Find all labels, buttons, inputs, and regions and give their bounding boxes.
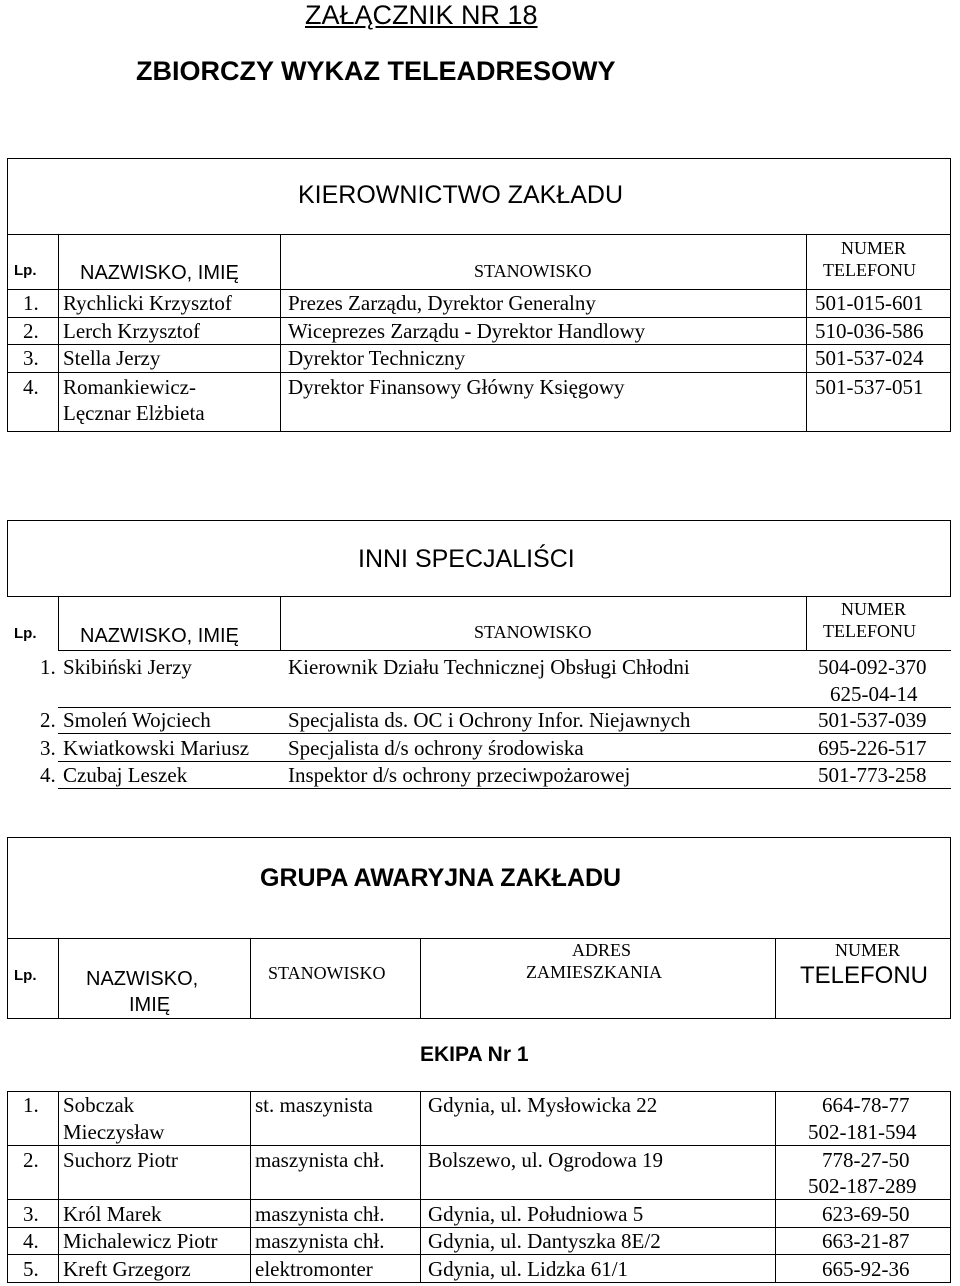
document-title: ZBIORCZY WYKAZ TELEADRESOWY <box>136 56 616 86</box>
row-position: Prezes Zarządu, Dyrektor Generalny <box>288 291 596 315</box>
row-number: 2. <box>40 708 56 732</box>
row-number: 1. <box>23 291 39 315</box>
row-name: Król Marek <box>63 1202 162 1226</box>
header-phone-line1: NUMER <box>841 238 907 258</box>
header-position: STANOWISKO <box>474 622 592 642</box>
row-position: Kierownik Działu Technicznej Obsługi Chłodni <box>288 655 690 679</box>
row-number: 3. <box>40 736 56 760</box>
section-title: GRUPA AWARYJNA ZAKŁADU <box>260 864 622 892</box>
row-phone: 695-226-517 <box>818 736 927 760</box>
row-position: maszynista chł. <box>255 1148 385 1172</box>
row-phone: 665-92-36 <box>822 1257 910 1281</box>
header-lp: Lp. <box>14 967 37 984</box>
section-title: INNI SPECJALIŚCI <box>358 545 575 573</box>
row-phone: 623-69-50 <box>822 1202 910 1226</box>
row-address: Gdynia, ul. Lidzka 61/1 <box>428 1257 629 1281</box>
team-label: EKIPA Nr 1 <box>420 1043 529 1066</box>
row-position: Specjalista ds. OC i Ochrony Infor. Niejawnych <box>288 708 691 732</box>
row-phone: 501-015-601 <box>815 291 924 315</box>
row-number: 3. <box>23 1202 39 1226</box>
header-phone-line1: NUMER <box>835 940 901 960</box>
row-number: 1. <box>40 655 56 679</box>
header-phone-line2: TELEFONU <box>800 962 929 989</box>
row-number: 4. <box>40 763 56 787</box>
row-phone: 504-092-370 <box>818 655 927 679</box>
row-position: Inspektor d/s ochrony przeciwpożarowej <box>288 763 631 787</box>
section-title: KIEROWNICTWO ZAKŁADU <box>298 181 624 209</box>
row-address: Gdynia, ul. Południowa 5 <box>428 1202 644 1226</box>
row-number: 1. <box>23 1093 39 1117</box>
header-address-line1: ADRES <box>572 940 632 960</box>
row-name: Lerch Krzysztof <box>63 319 201 343</box>
header-lp: Lp. <box>14 262 37 279</box>
header-position: STANOWISKO <box>268 963 386 983</box>
row-position: st. maszynista <box>255 1093 373 1117</box>
row-number: 2. <box>23 1148 39 1172</box>
row-name: Kreft Grzegorz <box>63 1257 191 1281</box>
row-position: maszynista chł. <box>255 1229 385 1253</box>
row-position: Dyrektor Finansowy Główny Księgowy <box>288 375 625 399</box>
row-name: Stella Jerzy <box>63 346 161 370</box>
row-phone: 663-21-87 <box>822 1229 910 1253</box>
header-phone-line2: TELEFONU <box>823 260 916 280</box>
header-address-line2: ZAMIESZKANIA <box>526 962 662 982</box>
header-phone-line2: TELEFONU <box>823 621 916 641</box>
row-position: maszynista chł. <box>255 1202 385 1226</box>
row-phone: 510-036-586 <box>815 319 924 343</box>
row-address: Gdynia, ul. Mysłowicka 22 <box>428 1093 658 1117</box>
row-name: Rychlicki Krzysztof <box>63 291 232 315</box>
row-name-line1: Romankiewicz- <box>63 375 196 399</box>
row-name: Smoleń Wojciech <box>63 708 211 732</box>
header-lp: Lp. <box>14 625 37 642</box>
row-number: 3. <box>23 346 39 370</box>
row-number: 2. <box>23 319 39 343</box>
row-name-line2: Mieczysław <box>63 1120 165 1144</box>
row-phone-second: 502-187-289 <box>808 1174 917 1198</box>
row-position: Specjalista d/s ochrony środowiska <box>288 736 584 760</box>
annex-title: ZAŁĄCZNIK NR 18 <box>305 0 538 30</box>
header-phone-line1: NUMER <box>841 599 907 619</box>
row-position: elektromonter <box>255 1257 373 1281</box>
row-position: Dyrektor Techniczny <box>288 346 466 370</box>
row-number: 4. <box>23 375 39 399</box>
header-name-line2: IMIĘ <box>129 994 171 1016</box>
row-number: 4. <box>23 1229 39 1253</box>
row-name: Skibiński Jerzy <box>63 655 192 679</box>
row-number: 5. <box>23 1257 39 1281</box>
row-name: Michalewicz Piotr <box>63 1229 218 1253</box>
row-phone: 501-537-051 <box>815 375 924 399</box>
row-phone: 778-27-50 <box>822 1148 910 1172</box>
header-name: NAZWISKO, IMIĘ <box>80 625 239 647</box>
row-phone: 501-537-039 <box>818 708 927 732</box>
header-position: STANOWISKO <box>474 261 592 281</box>
row-phone: 501-537-024 <box>815 346 924 370</box>
row-address: Gdynia, ul. Dantyszka 8E/2 <box>428 1229 661 1253</box>
row-phone: 664-78-77 <box>822 1093 910 1117</box>
row-phone: 501-773-258 <box>818 763 927 787</box>
row-address: Bolszewo, ul. Ogrodowa 19 <box>428 1148 664 1172</box>
header-name: NAZWISKO, IMIĘ <box>80 262 239 284</box>
row-name-line2: Lęcznar Elżbieta <box>63 401 205 425</box>
row-phone-second: 502-181-594 <box>808 1120 917 1144</box>
row-phone-second: 625-04-14 <box>830 682 918 706</box>
row-name-line1: Sobczak <box>63 1093 135 1117</box>
row-position: Wiceprezes Zarządu - Dyrektor Handlowy <box>288 319 646 343</box>
header-name-line1: NAZWISKO, <box>86 968 199 990</box>
row-name: Kwiatkowski Mariusz <box>63 736 250 760</box>
row-name: Suchorz Piotr <box>63 1148 178 1172</box>
row-name: Czubaj Leszek <box>63 763 188 787</box>
